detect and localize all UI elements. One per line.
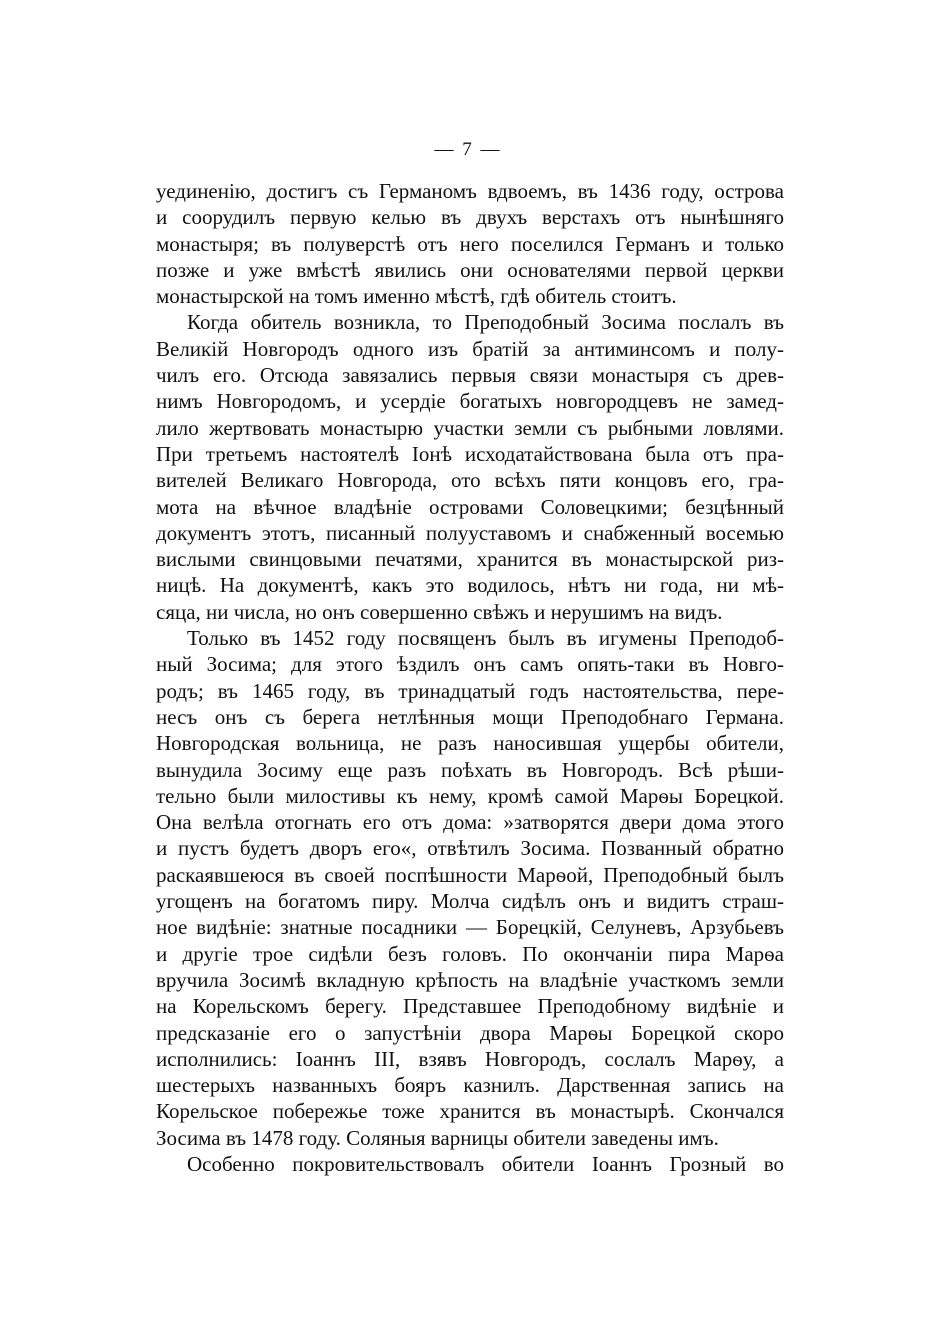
text-line: ницѣ. На документѣ, какъ это водилось, нѣтъ ни года, ни мѣ-	[156, 573, 784, 598]
text-line: родъ; въ 1465 году, въ тринадцатый годъ настоятельства, пере-	[156, 678, 784, 703]
text-line: Новгородская вольница, не разъ наносившая ущербы обители,	[156, 731, 784, 756]
text-line: шестерыхъ названныхъ бояръ казнилъ. Дарственная запись на	[156, 1073, 784, 1098]
text-line: документъ этотъ, писанный полууставомъ и снабженный восемью	[156, 520, 784, 545]
text-line: Она велѣла отогнать его отъ дома: »затворятся двери дома этого	[156, 810, 784, 835]
text-line: на Корельскомъ берегу. Представшее Преподобному видѣніе и	[156, 994, 784, 1019]
text-line: Зосима въ 1478 году. Соляныя варницы обители заведены имъ.	[156, 1125, 719, 1150]
text-line: ный Зосима; для этого ѣздилъ онъ самъ опять-таки въ Новго-	[156, 652, 784, 677]
text-line: ное видѣніе: знатные посадники — Борецкій, Селуневъ, Арзубьевъ	[156, 915, 784, 940]
text-line: Великій Новгородъ одного изъ братій за антиминсомъ и полу-	[156, 336, 784, 361]
text-line: и другіе трое сидѣли безъ головъ. По окончаніи пира Марѳа	[156, 941, 784, 966]
text-line: мота на вѣчное владѣніе островами Соловецкими; безцѣнный	[156, 494, 784, 519]
text-line: угощенъ на богатомъ пиру. Молча сидѣлъ онъ и видитъ страш-	[156, 889, 784, 914]
text-line: Корельское побережье тоже хранится въ монастырѣ. Скончался	[156, 1099, 784, 1124]
text-line: При третьемъ настоятелѣ Іонѣ исходатайствована была отъ пра-	[156, 441, 784, 466]
text-line: вынудила Зосиму еще разъ поѣхать въ Новгородъ. Всѣ рѣши-	[156, 757, 784, 782]
text-line: чилъ его. Отсюда завязались первыя связи монастыря съ древ-	[156, 363, 784, 388]
text-line: позже и уже вмѣстѣ явились они основателями первой церкви	[156, 257, 784, 282]
paragraph-start-line: Особенно покровительствовалъ обители Іоаннъ Грозный во	[187, 1151, 784, 1176]
text-line: вручила Зосимѣ вкладную крѣпость на владѣніе участкомъ земли	[156, 967, 784, 992]
text-line: нимъ Новгородомъ, и усердіе богатыхъ новгородцевъ не замед-	[156, 389, 784, 414]
text-line: исполнились: Іоаннъ III, взявъ Новгородъ, сослалъ Марѳу, а	[156, 1046, 784, 1071]
text-line: сяца, ни числа, но онъ совершенно свѣжъ и нерушимъ на видъ.	[156, 599, 723, 624]
body-text	[156, 178, 784, 1177]
text-line: раскаявшеюся въ своей поспѣшности Марѳой, Преподобный былъ	[156, 862, 784, 887]
text-line: предсказаніе его о запустѣніи двора Марѳы Борецкой скоро	[156, 1020, 784, 1045]
text-line: и пустъ будетъ дворъ его«, отвѣтилъ Зосима. Позванный обратно	[156, 836, 784, 861]
text-line: тельно были милостивы къ нему, кромѣ самой Марѳы Борецкой.	[156, 783, 784, 808]
text-line: уединенію, достигъ съ Германомъ вдвоемъ, въ 1436 году, острова	[156, 179, 784, 203]
text-line: несъ онъ съ берега нетлѣнныя мощи Преподобнаго Германа.	[156, 704, 784, 729]
text-line: монастыря; въ полуверстѣ отъ него поселился Германъ и только	[156, 231, 784, 256]
paragraph-start-line: Только въ 1452 году посвященъ былъ въ игумены Преподоб-	[187, 626, 784, 651]
paragraph-start-line: Когда обитель возникла, то Преподобный Зосима послалъ въ	[187, 310, 784, 335]
text-line: вителей Великаго Новгорода, ото всѣхъ пяти концовъ его, гра-	[156, 468, 784, 493]
text-line: вислыми свинцовыми печатями, хранится въ монастырской риз-	[156, 547, 784, 572]
text-line: монастырской на томъ именно мѣстѣ, гдѣ обитель стоитъ.	[156, 284, 677, 309]
page-number: — 7 —	[434, 139, 502, 160]
text-line: лило жертвовать монастырю участки земли съ рыбными ловлями.	[156, 415, 784, 440]
text-line: и соорудилъ первую келью въ двухъ верстахъ отъ нынѣшняго	[156, 205, 784, 230]
